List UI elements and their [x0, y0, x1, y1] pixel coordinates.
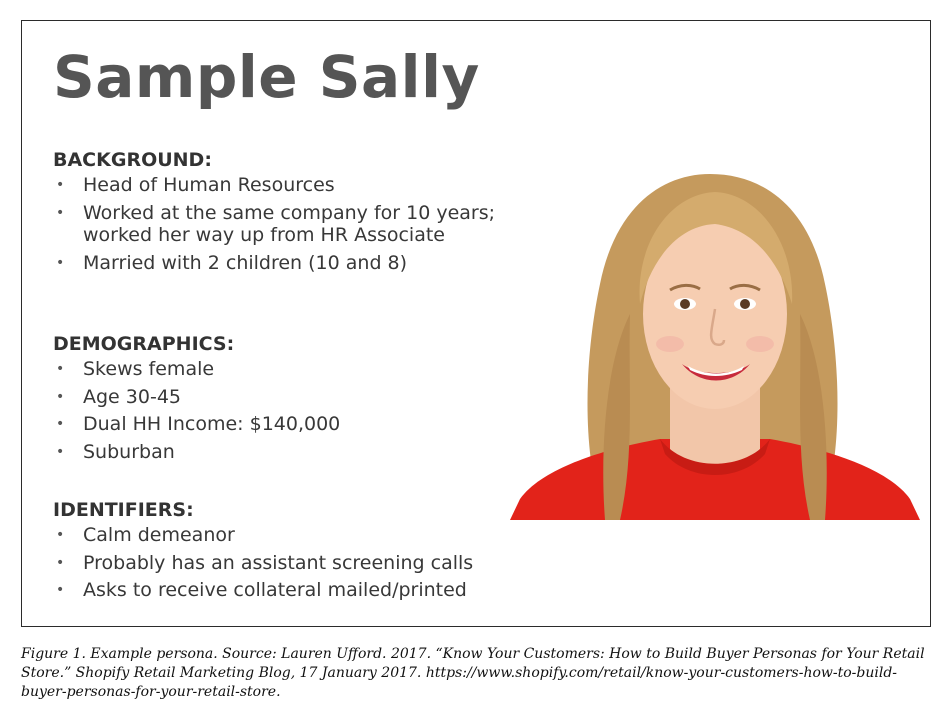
list-item-text: Calm demeanor	[83, 524, 235, 546]
list-item-text: Head of Human Resources	[83, 174, 335, 196]
list-item	[53, 358, 523, 381]
list-item-text: Age 30-45	[83, 385, 181, 408]
list-item	[53, 579, 523, 602]
identifiers-heading: IDENTIFIERS:	[53, 499, 194, 521]
bullet-icon: •	[56, 527, 65, 543]
identifiers-list	[53, 524, 523, 602]
demographics-heading: DEMOGRAPHICS:	[53, 333, 235, 355]
list-item	[53, 413, 523, 436]
persona-portrait-icon	[510, 154, 920, 520]
bullet-icon: •	[56, 204, 65, 221]
bullet-icon: •	[56, 582, 65, 598]
list-item-text: Married with 2 children (10 and 8)	[83, 251, 408, 274]
bullet-icon: •	[56, 416, 65, 432]
demographics-section	[53, 332, 523, 468]
bullet-icon: •	[56, 254, 65, 271]
figure-caption: Figure 1. Example persona. Source: Lauren Ufford. 2017. “Know Your Customers: How to Build Buyer Personas for Your Retail Store.” Shopify Retail Marketing Blog, 17 January 2017. https://www.shopify.com/retail/know-your-customers-how-to-build-buyer-personas-for-your-retail-store.	[21, 646, 925, 700]
persona-card	[21, 20, 931, 627]
bullet-icon: •	[56, 388, 65, 405]
list-item-text: Worked at the same company for 10 years; worked her way up from HR Associate	[83, 201, 496, 246]
list-item-text: Suburban	[83, 440, 175, 463]
list-item	[53, 174, 523, 197]
bullet-icon: •	[56, 443, 65, 460]
list-item	[53, 386, 523, 409]
list-item-text: Skews female	[83, 358, 215, 380]
demographics-list	[53, 358, 523, 463]
background-list	[53, 174, 523, 274]
list-item	[53, 202, 523, 247]
bullet-icon: •	[56, 361, 65, 377]
bullet-icon: •	[56, 177, 65, 193]
background-section	[53, 148, 523, 279]
identifiers-section	[53, 498, 523, 607]
list-item-text: Probably has an assistant screening calls	[83, 551, 474, 574]
list-item	[53, 441, 523, 464]
list-item	[53, 524, 523, 547]
list-item-text: Dual HH Income: $140,000	[83, 413, 341, 435]
list-item	[53, 552, 523, 575]
persona-name: Sample Sally	[53, 43, 480, 111]
list-item	[53, 252, 523, 275]
bullet-icon: •	[56, 554, 65, 571]
list-item-text: Asks to receive collateral mailed/printed	[83, 579, 467, 601]
background-heading: BACKGROUND:	[53, 149, 212, 171]
